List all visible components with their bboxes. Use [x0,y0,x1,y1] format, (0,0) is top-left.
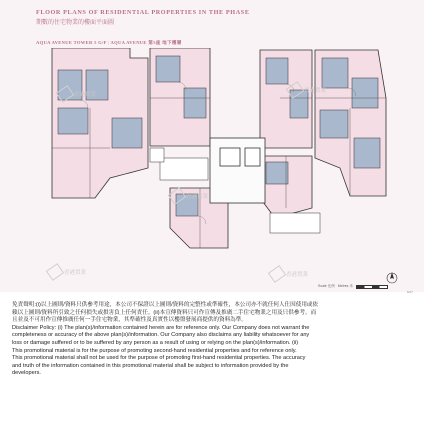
watermark: 香港置業 [58,88,96,100]
tower-label: AQUA AVENUE TOWER 5 G/F | AQUA AVENUE 第5座 地下樓層 [36,40,182,45]
disclaimer-zh-line: 且並及不可用作宣傳推廣任何一手住宅物業，其準確性及真實性以樓盤發展商提供的資料為準。 [12,317,247,324]
page-number: 6/17 [407,290,413,294]
disclaimer-en-line: This promotional material is for the purpose of promoting second-hand residential properties and for reference only. [12,347,297,354]
disclaimer-en-line: developers. [12,370,41,377]
tower-label-zh: AQUA AVENUE 第5座 地下樓層 [110,40,182,45]
metres-label: Metres 米 [337,284,353,288]
plan-title-en: FLOOR PLANS OF RESIDENTIAL PROPERTIES IN THE PHASE [36,9,250,16]
disclaimer-zh-line: 賴以上圖則/資料所引致之任何損失或損害負上任何責任。(ii)本宣傳資料只可作宣傳及推廣二手住宅物業之用及只供參考。而 [12,309,317,316]
plan-title-zh: 期數的住宅物業的樓面平面圖 [36,20,115,26]
disclaimer-en-line: and truth of the information contained in this promotional material shall be subject to information provided by the [12,362,289,369]
watermark: 香港置業 [270,268,308,280]
watermark: 香港置業 [170,190,208,202]
watermark: 香港置業 [288,84,326,96]
tower-label-en: AQUA AVENUE TOWER 5 G/F [36,40,107,45]
scale-bar [318,284,388,289]
watermark: 香港置業 [48,266,86,278]
floor-plan-drawing [50,48,390,258]
disclaimer-en-line: This promotional material shall not be used for the purpose of promoting first-hand residential properties. The accuracy [12,355,306,362]
disclaimer [12,302,416,378]
disclaimer-en-line: completeness or accuracy of the above plan(s)/information. Our Company also disclaims any liability whatsoever for any [12,332,310,339]
scale-bar-graphic [356,285,388,289]
disclaimer-en-line: loss or damage suffered or to be suffered by any person as a result of using or relying on the plan(s)/information. (ii) [12,339,299,346]
scale-label: Scale 比例 [318,284,335,288]
disclaimer-en-line: Disclaimer Policy: (i) The plan(s)/information contained herein are for reference only. Our Company does not warrant the [12,324,310,331]
disclaimer-zh-line: 免責聲明:(i)以上圖則/資料只供參考用途，本公司不保證以上圖則/資料的完整性或準確性，本公司亦不就任何人仕因使用或依 [12,302,319,308]
